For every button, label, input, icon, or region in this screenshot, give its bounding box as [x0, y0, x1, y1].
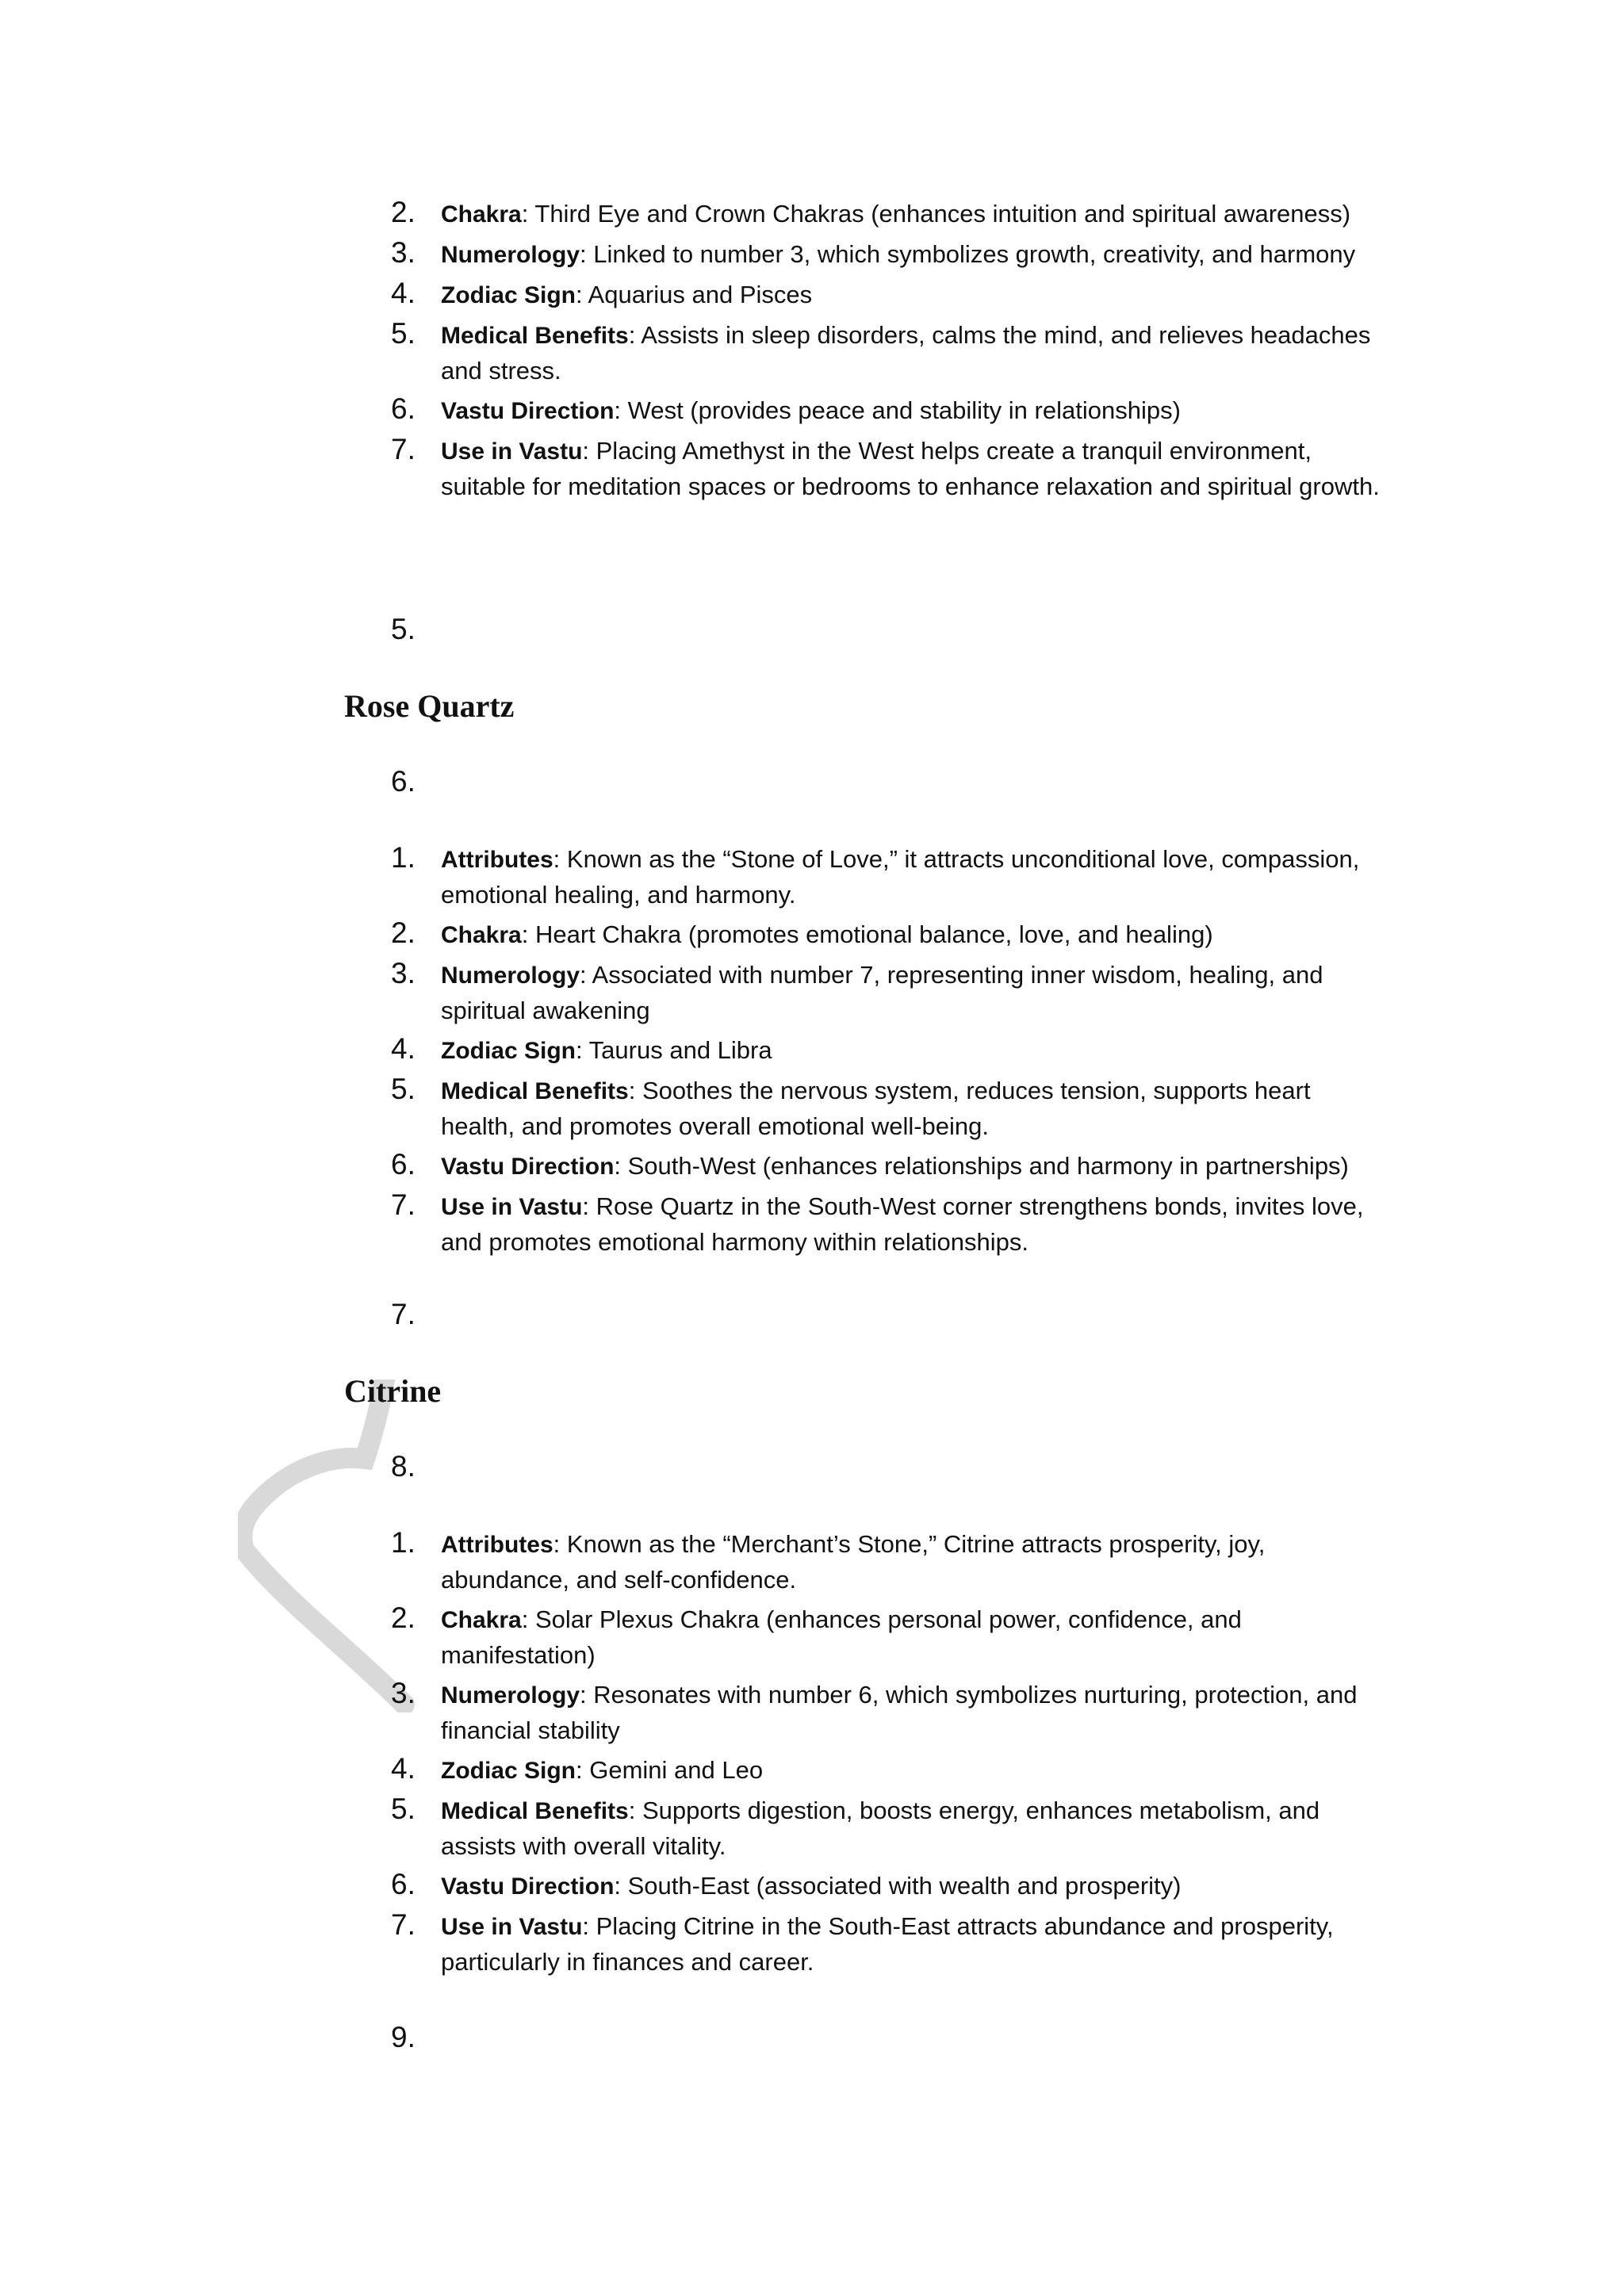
- item-text: : Third Eye and Crown Chakras (enhances intuition and spiritual awareness): [521, 200, 1351, 228]
- list-item: [341, 277, 1388, 313]
- list-item: [341, 1909, 1388, 1980]
- item-text: : Rose Quartz in the South-West corner strengthens bonds, invites love, and promotes emotional harmony within relationships.: [441, 1192, 1364, 1256]
- section-heading-citrine: Citrine: [344, 1373, 442, 1409]
- item-number: 5.: [391, 1793, 416, 1825]
- item-number: 7.: [391, 433, 416, 465]
- list-item: [341, 197, 1388, 232]
- rose-quartz-properties-list: [341, 842, 1388, 1265]
- list-item: [341, 1678, 1388, 1748]
- item-term: Vastu Direction: [441, 398, 615, 424]
- item-term: Vastu Direction: [441, 1154, 615, 1180]
- stray-list-number: 6.: [391, 765, 416, 798]
- item-number: 4.: [391, 277, 416, 309]
- item-text: : Known as the “Stone of Love,” it attracts unconditional love, compassion, emotional healing, and harmony.: [441, 845, 1360, 909]
- list-item: [341, 958, 1388, 1028]
- item-number: 2.: [391, 916, 416, 949]
- list-item: [341, 917, 1388, 953]
- item-text: : South-East (associated with wealth and prosperity): [614, 1872, 1182, 1900]
- item-number: 1.: [391, 841, 416, 874]
- list-item: [341, 1602, 1388, 1673]
- item-text: : Associated with number 7, representing inner wisdom, healing, and spiritual awakening: [441, 961, 1323, 1024]
- item-term: Zodiac Sign: [441, 1758, 576, 1784]
- item-term: Chakra: [441, 1607, 522, 1633]
- item-number: 5.: [391, 317, 416, 350]
- list-item: [341, 393, 1388, 429]
- section-heading-rose-quartz: Rose Quartz: [344, 688, 515, 724]
- item-text: : Heart Chakra (promotes emotional balance, love, and healing): [521, 920, 1213, 948]
- item-term: Attributes: [441, 847, 553, 873]
- item-text: : South-West (enhances relationships and harmony in partnerships): [614, 1152, 1349, 1180]
- item-term: Numerology: [441, 1682, 580, 1709]
- item-number: 4.: [391, 1752, 416, 1785]
- item-number: 5.: [391, 1073, 416, 1105]
- item-term: Numerology: [441, 242, 580, 268]
- item-number: 3.: [391, 1677, 416, 1709]
- item-text: : Known as the “Merchant’s Stone,” Citrine attracts prosperity, joy, abundance, and self-confidence.: [441, 1530, 1266, 1594]
- item-term: Chakra: [441, 201, 522, 228]
- list-item: [341, 237, 1388, 273]
- amethyst-properties-list: [341, 197, 1388, 509]
- item-term: Use in Vastu: [441, 1194, 583, 1220]
- list-item: [341, 1869, 1388, 1904]
- list-item: [341, 318, 1388, 388]
- item-term: Chakra: [441, 922, 522, 948]
- item-text: : Placing Amethyst in the West helps create a tranquil environment, suitable for meditation spaces or bedrooms to enhance relaxation and spiritual growth.: [441, 437, 1380, 500]
- list-item: [341, 1753, 1388, 1789]
- list-item: [341, 842, 1388, 913]
- item-number: 6.: [391, 392, 416, 425]
- item-term: Medical Benefits: [441, 1078, 629, 1104]
- item-text: : Supports digestion, boosts energy, enhances metabolism, and assists with overall vitality.: [441, 1797, 1320, 1860]
- stray-list-number: 7.: [391, 1298, 416, 1330]
- stray-list-number: 9.: [391, 2021, 416, 2053]
- item-number: 7.: [391, 1908, 416, 1941]
- item-number: 2.: [391, 1601, 416, 1634]
- item-text: : Taurus and Libra: [576, 1036, 772, 1064]
- item-number: 3.: [391, 236, 416, 269]
- item-number: 3.: [391, 957, 416, 989]
- list-item: [341, 1189, 1388, 1260]
- list-item: [341, 1033, 1388, 1069]
- item-term: Numerology: [441, 962, 580, 989]
- stray-list-number: 8.: [391, 1450, 416, 1483]
- item-term: Attributes: [441, 1532, 553, 1558]
- item-number: 4.: [391, 1032, 416, 1065]
- citrine-properties-list: [341, 1527, 1388, 1984]
- item-number: 2.: [391, 196, 416, 228]
- item-text: : Placing Citrine in the South-East attracts abundance and prosperity, particularly in finances and career.: [441, 1912, 1334, 1976]
- item-text: : Solar Plexus Chakra (enhances personal power, confidence, and manifestation): [441, 1605, 1242, 1669]
- list-item: [341, 1149, 1388, 1184]
- item-term: Use in Vastu: [441, 438, 583, 465]
- item-number: 1.: [391, 1526, 416, 1559]
- item-term: Medical Benefits: [441, 323, 629, 349]
- item-text: : Aquarius and Pisces: [576, 281, 813, 308]
- item-text: : Soothes the nervous system, reduces tension, supports heart health, and promotes overall emotional well-being.: [441, 1077, 1311, 1140]
- item-text: : Assists in sleep disorders, calms the mind, and relieves headaches and stress.: [441, 321, 1371, 385]
- item-text: : Gemini and Leo: [576, 1756, 764, 1784]
- item-text: : Linked to number 3, which symbolizes growth, creativity, and harmony: [580, 240, 1356, 268]
- list-item: [341, 1527, 1388, 1598]
- item-number: 6.: [391, 1148, 416, 1181]
- item-term: Zodiac Sign: [441, 1038, 576, 1064]
- item-term: Use in Vastu: [441, 1914, 583, 1940]
- item-text: : West (provides peace and stability in relationships): [614, 396, 1181, 424]
- item-term: Zodiac Sign: [441, 282, 576, 308]
- item-term: Medical Benefits: [441, 1798, 629, 1824]
- item-text: : Resonates with number 6, which symbolizes nurturing, protection, and financial stability: [441, 1681, 1358, 1744]
- list-item: [341, 1793, 1388, 1864]
- stray-list-number: 5.: [391, 613, 416, 645]
- list-item: [341, 434, 1388, 504]
- item-number: 6.: [391, 1868, 416, 1900]
- item-term: Vastu Direction: [441, 1873, 615, 1900]
- list-item: [341, 1073, 1388, 1144]
- item-number: 7.: [391, 1188, 416, 1221]
